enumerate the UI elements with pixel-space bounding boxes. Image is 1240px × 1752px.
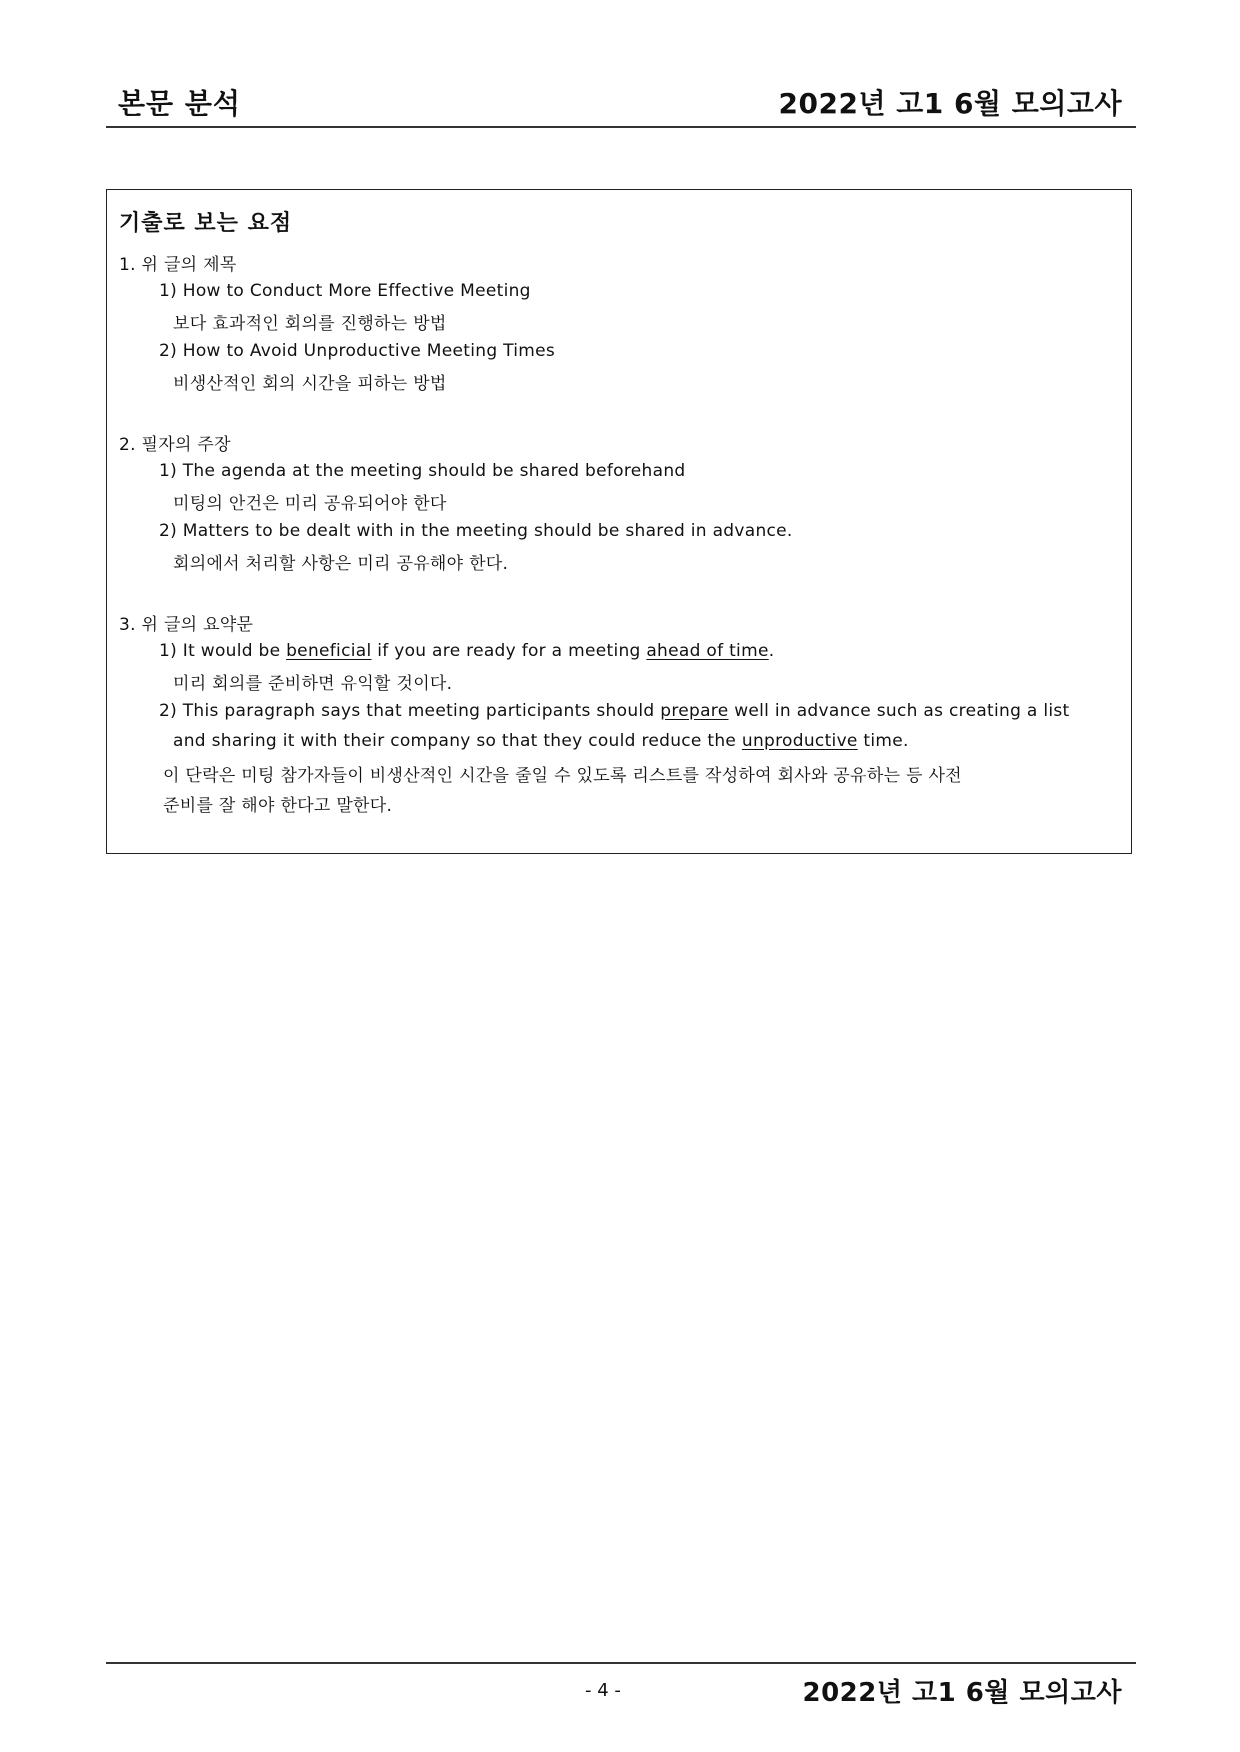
summary-option-2-en-line2 — [173, 731, 909, 751]
text-segment: if you are ready for a meeting — [371, 641, 647, 661]
page-section-title: 본문 분석 — [118, 87, 241, 120]
underlined-term: unproductive — [741, 731, 858, 751]
underlined-term: beneficial — [286, 641, 372, 661]
exam-title: 2022년 고1 6월 모의고사 — [778, 87, 1122, 120]
text-segment: and sharing it with their company so that they could reduce the — [173, 731, 742, 751]
section-heading-title: 1. 위 글의 제목 — [119, 255, 237, 275]
header-divider — [106, 126, 1136, 128]
section-heading-claim: 2. 필자의 주장 — [119, 435, 231, 455]
summary-option-1-ko: 미리 회의를 준비하면 유익할 것이다. — [173, 674, 453, 694]
page-number: - 4 - — [585, 1680, 621, 1701]
underlined-term: prepare — [660, 701, 729, 721]
title-option-1-ko: 보다 효과적인 회의를 진행하는 방법 — [173, 314, 447, 334]
title-option-2-ko: 비생산적인 회의 시간을 피하는 방법 — [173, 374, 447, 394]
box-title: 기출로 보는 요점 — [119, 211, 293, 236]
claim-option-2-ko: 회의에서 처리할 사항은 미리 공유해야 한다. — [173, 554, 509, 574]
underlined-term: ahead of time — [646, 641, 769, 661]
summary-option-2-ko-line2: 준비를 잘 해야 한다고 말한다. — [163, 796, 393, 816]
claim-option-1-en: 1) The agenda at the meeting should be shared beforehand — [159, 461, 686, 481]
key-points-box — [106, 189, 1132, 854]
summary-option-2-en-line1 — [159, 701, 1070, 721]
text-segment: time. — [857, 731, 909, 751]
text-segment: 2) This paragraph says that meeting participants should — [159, 701, 661, 721]
claim-option-2-en: 2) Matters to be dealt with in the meeting should be shared in advance. — [159, 521, 793, 541]
footer-divider — [106, 1662, 1136, 1664]
summary-option-1-en — [159, 641, 774, 661]
text-segment: 1) It would be — [159, 641, 287, 661]
summary-option-2-ko-line1: 이 단락은 미팅 참가자들이 비생산적인 시간을 줄일 수 있도록 리스트를 작성하여 회사와 공유하는 등 사전 — [163, 766, 962, 786]
footer-exam-title: 2022년 고1 6월 모의고사 — [802, 1678, 1122, 1708]
section-heading-summary: 3. 위 글의 요약문 — [119, 615, 254, 635]
title-option-2-en: 2) How to Avoid Unproductive Meeting Times — [159, 341, 556, 361]
claim-option-1-ko: 미팅의 안건은 미리 공유되어야 한다 — [173, 494, 447, 514]
text-segment: well in advance such as creating a list — [728, 701, 1070, 721]
title-option-1-en: 1) How to Conduct More Effective Meeting — [159, 281, 531, 301]
text-segment: . — [768, 641, 775, 661]
